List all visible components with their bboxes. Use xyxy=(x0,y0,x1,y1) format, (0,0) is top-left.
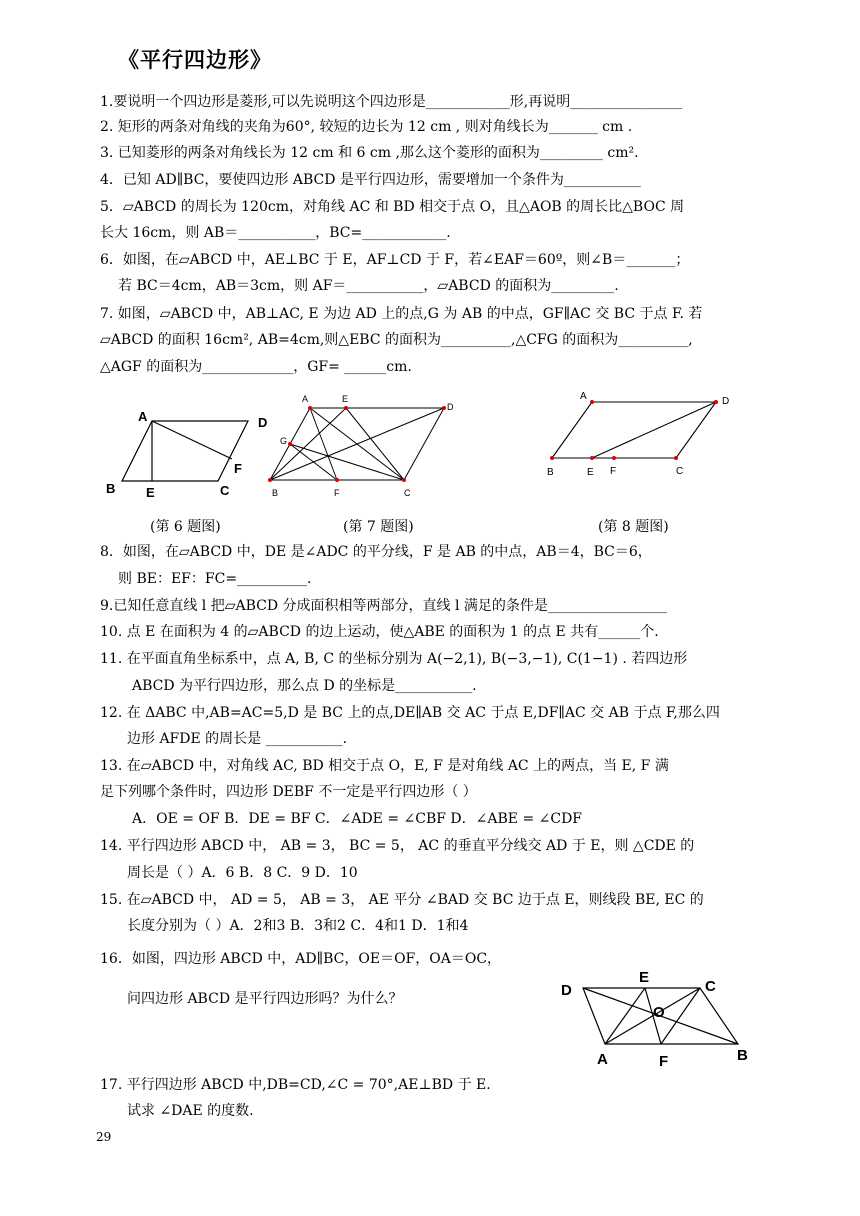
fig8-label-b: B xyxy=(547,467,554,478)
question-7a: 7. 如图，▱ABCD 中，AB⊥AC, E 为边 AD 上的点,G 为 AB 的中点，GF∥AC 交 BC 于点 F. 若 xyxy=(100,306,703,322)
question-13b: 足下列哪个条件时，四边形 DEBF 不一定是平行四边形（ ） xyxy=(100,784,477,800)
question-11b: ABCD 为平行四边形，那么点 D 的坐标是___________. xyxy=(132,678,477,694)
page-title: 《平行四边形》 xyxy=(118,48,272,72)
question-7b: ▱ABCD 的面积 16cm², AB=4cm,则△EBC 的面积为__________,△CFG 的面积为__________, xyxy=(100,332,693,348)
fig7-label-g: G xyxy=(280,436,288,446)
question-12b: 边形 AFDE 的周长是 ___________. xyxy=(127,731,348,747)
question-2: 2. 矩形的两条对角线的夹角为60°, 较短的边长为 12 cm , 则对角线长为_______ cm . xyxy=(100,119,633,135)
question-7c: △AGF 的面积为_____________，GF= ______cm. xyxy=(100,359,412,375)
fig6-parallelogram xyxy=(122,421,248,481)
fig16-label-f: F xyxy=(659,1053,669,1070)
question-3: 3. 已知菱形的两条对角线长为 12 cm 和 6 cm ,那么这个菱形的面积为_________ cm². xyxy=(100,145,639,161)
fig7-label-b: B xyxy=(272,488,279,498)
question-14b: 周长是（ ）A．6 B．8 C．9 D．10 xyxy=(127,865,358,881)
fig6-label-c: C xyxy=(220,483,230,498)
fig8-label-c: C xyxy=(676,466,684,477)
fig16-label-c: C xyxy=(705,978,716,995)
figure-7 xyxy=(258,390,468,505)
question-6a: 6．如图，在▱ABCD 中，AE⊥BC 于 E，AF⊥CD 于 F，若∠EAF＝60º，则∠B＝_______； xyxy=(100,252,690,268)
fig16-label-d: D xyxy=(561,982,572,999)
fig8-label-f: F xyxy=(610,466,617,477)
question-14a: 14. 平行四边形 ABCD 中， AB = 3， BC = 5， AC 的垂直平分线交 AD 于 E，则 △CDE 的 xyxy=(100,838,695,854)
fig16-label-b: B xyxy=(737,1047,748,1064)
question-9: 9.已知任意直线 l 把▱ABCD 分成面积相等两部分，直线 l 满足的条件是_________________ xyxy=(100,598,667,614)
figure-16 xyxy=(555,966,765,1071)
question-5a: 5．▱ABCD 的周长为 120cm，对角线 AC 和 BD 相交于点 O，且△AOB 的周长比△BOC 周 xyxy=(100,199,685,215)
question-13a: 13. 在▱ABCD 中，对角线 AC, BD 相交于点 O，E, F 是对角线 AC 上的两点，当 E, F 满 xyxy=(100,758,669,774)
question-16b: 问四边形 ABCD 是平行四边形吗？为什么？ xyxy=(127,991,403,1007)
fig6-label-e: E xyxy=(146,485,155,500)
figure-6 xyxy=(100,405,280,505)
question-15a: 15. 在▱ABCD 中， AD = 5， AB = 3， AE 平分 ∠BAD 交 BC 边于点 E，则线段 BE, EC 的 xyxy=(100,892,704,908)
fig6-label-b: B xyxy=(106,481,116,496)
fig16-label-a: A xyxy=(597,1051,608,1068)
fig6-segment-af xyxy=(152,421,232,459)
fig6-label-d: D xyxy=(258,415,268,430)
caption-fig7: (第 7 题图) xyxy=(343,519,414,535)
fig7-label-d: D xyxy=(447,402,454,412)
fig8-label-a: A xyxy=(580,391,587,402)
fig8-label-d: D xyxy=(722,396,730,407)
question-17b: 试求 ∠DAE 的度数. xyxy=(127,1103,254,1119)
question-8a: 8．如图，在▱ABCD 中，DE 是∠ADC 的平分线，F 是 AB 的中点，AB＝4，BC＝6， xyxy=(100,544,652,560)
question-17a: 17. 平行四边形 ABCD 中,DB=CD,∠C = 70°,AE⊥BD 于 E. xyxy=(100,1077,491,1093)
fig8-bisector-de xyxy=(592,402,716,458)
question-4: 4．已知 AD∥BC，要使四边形 ABCD 是平行四边形，需要增加一个条件为___________ xyxy=(100,172,641,188)
caption-fig6: (第 6 题图) xyxy=(150,519,221,535)
fig7-label-c: C xyxy=(404,488,411,498)
figure-8 xyxy=(540,388,740,488)
fig7-label-f: F xyxy=(334,488,340,498)
question-13-options: A．OE = OF B．DE = BF C．∠ADE = ∠CBF D．∠ABE = ∠CDF xyxy=(132,811,583,827)
question-5b: 长大 16cm，则 AB＝___________，BC=____________. xyxy=(100,225,451,241)
fig7-label-e: E xyxy=(342,394,349,404)
question-1: 1.要说明一个四边形是菱形,可以先说明这个四边形是____________形,再说明________________ xyxy=(100,94,683,110)
caption-fig8: (第 8 题图) xyxy=(598,519,669,535)
fig8-parallelogram xyxy=(552,402,716,458)
fig7-label-a: A xyxy=(302,394,309,404)
question-11a: 11. 在平面直角坐标系中，点 A, B, C 的坐标分别为 A(−2,1), B(−3,−1), C(1−1) . 若四边形 xyxy=(100,651,688,667)
question-8b: 则 BE：EF：FC=__________. xyxy=(118,571,312,587)
fig6-label-f: F xyxy=(234,461,242,476)
question-6b: 若 BC＝4cm，AB＝3cm，则 AF＝___________，▱ABCD 的面积为_________. xyxy=(118,278,619,294)
question-15b: 长度分别为（ ）A．2和3 B．3和2 C．4和1 D．1和4 xyxy=(127,918,469,934)
question-12a: 12. 在 ΔABC 中,AB=AC=5,D 是 BC 上的点,DE∥AB 交 AC 于点 E,DF∥AC 交 AB 于点 F,那么四 xyxy=(100,705,720,721)
fig8-label-e: E xyxy=(587,467,594,478)
page-number: 29 xyxy=(96,1130,112,1144)
question-10: 10. 点 E 在面积为 4 的▱ABCD 的边上运动，使△ABE 的面积为 1 的点 E 共有______个. xyxy=(100,624,659,640)
fig16-label-o: O xyxy=(653,1004,665,1021)
fig6-label-a: A xyxy=(138,409,148,424)
fig16-label-e: E xyxy=(639,969,650,986)
question-16a: 16．如图，四边形 ABCD 中，AD∥BC，OE＝OF，OA＝OC， xyxy=(100,951,502,967)
